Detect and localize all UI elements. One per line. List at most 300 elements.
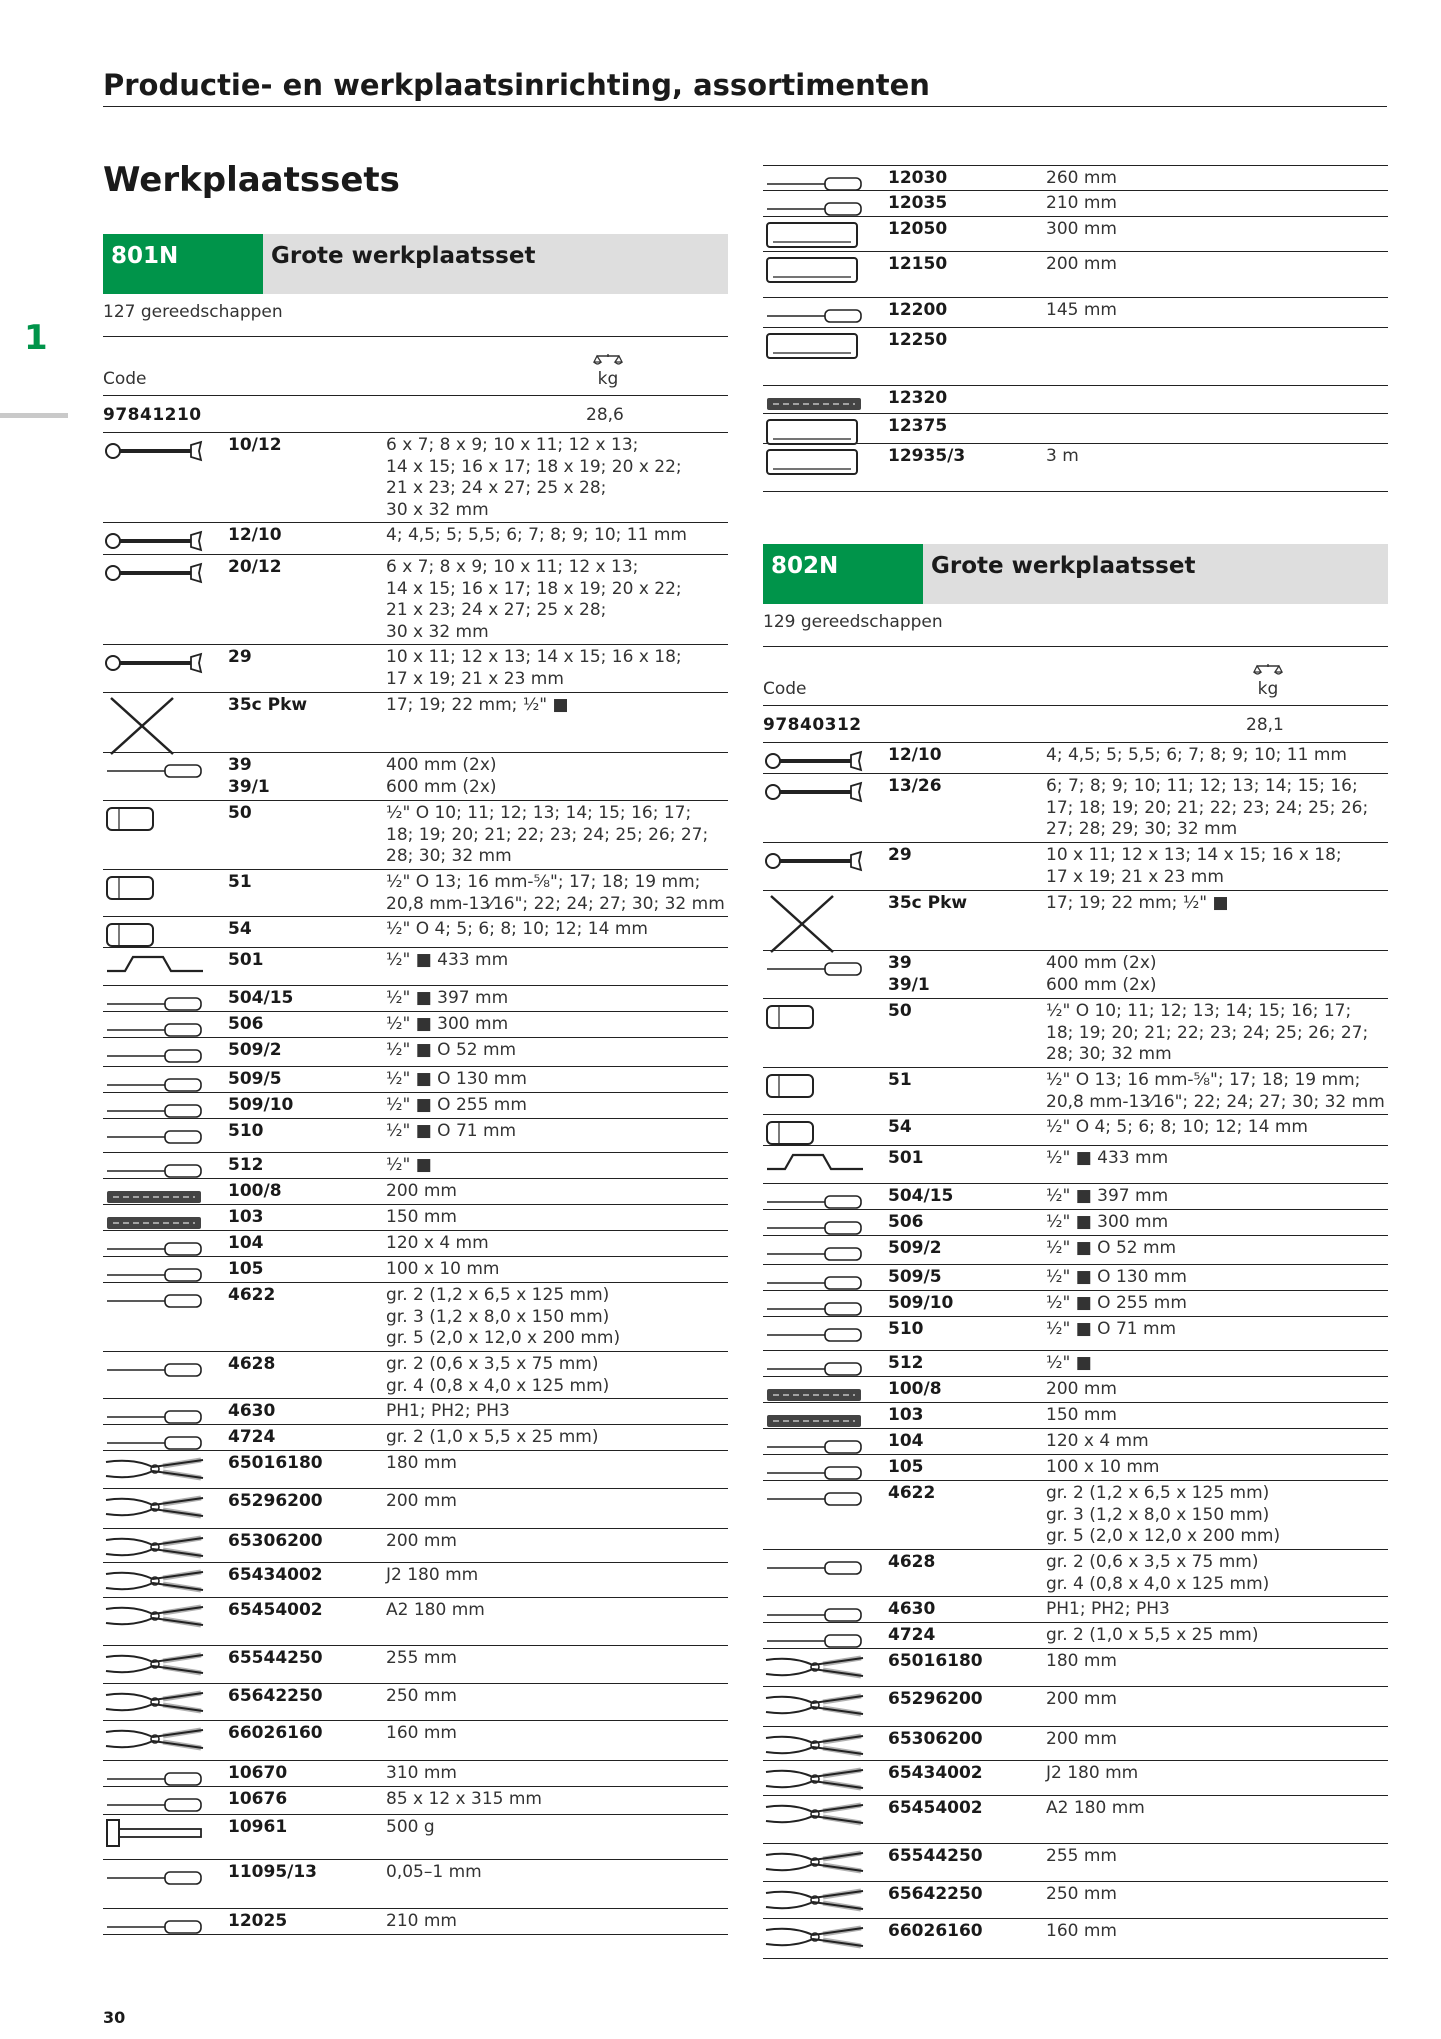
- tool-description: 4; 4,5; 5; 5,5; 6; 7; 8; 9; 10; 11 mm: [386, 525, 687, 545]
- article-number: 12200: [888, 300, 948, 320]
- combination-pliers-icon: [103, 1454, 208, 1484]
- puller-icon: [763, 255, 868, 285]
- tool-row: [763, 191, 1388, 217]
- tool-row: [763, 951, 1388, 999]
- tool-description: 400 mm (2x) 600 mm (2x): [386, 755, 497, 797]
- article-number: 65296200: [228, 1491, 323, 1511]
- tool-image: [763, 298, 888, 327]
- tool-image: [103, 1012, 228, 1037]
- oil-can-icon: [763, 331, 868, 361]
- tool-description: ½" ■ O 255 mm: [1046, 1293, 1187, 1313]
- article-number: 65544250: [888, 1846, 983, 1866]
- cross-wrench-icon: [763, 894, 868, 954]
- set-name: Grote werkplaatsset: [923, 544, 1388, 604]
- tool-count: 127 gereedschappen: [103, 294, 728, 337]
- article-number: 12250: [888, 330, 948, 350]
- tool-row: [103, 1489, 728, 1529]
- article-number: 4628: [888, 1552, 936, 1572]
- tool-count: 129 gereedschappen: [763, 604, 1388, 647]
- tool-image: [103, 1787, 228, 1814]
- article-number: 65544250: [228, 1648, 323, 1668]
- open-spanner-icon: [103, 526, 208, 556]
- tape-measure-icon: [763, 447, 868, 477]
- tool-row: [103, 1909, 728, 1935]
- article-number: 51: [888, 1070, 912, 1090]
- article-number: 35c Pkw: [888, 893, 968, 913]
- tool-row: [763, 1727, 1388, 1761]
- tool-row: [103, 433, 728, 523]
- tool-image: [763, 1919, 888, 1958]
- article-number: 29: [888, 845, 912, 865]
- tool-row: [763, 1455, 1388, 1481]
- tool-row: [763, 1882, 1388, 1919]
- bit-socket-icon: [103, 920, 208, 950]
- tool-image: [763, 1597, 888, 1622]
- tool-description: ½" O 4; 5; 6; 8; 10; 12; 14 mm: [1046, 1117, 1308, 1137]
- tool-image: [103, 1231, 228, 1256]
- locking-pliers-icon: [763, 1885, 868, 1915]
- tool-row: [103, 1012, 728, 1038]
- tool-description: 200 mm: [1046, 1379, 1117, 1399]
- article-number: 506: [228, 1014, 264, 1034]
- electrician-screwdriver-icon: [763, 1553, 868, 1583]
- tool-image: [763, 191, 888, 216]
- tool-description: ½" ■ 433 mm: [386, 950, 509, 970]
- tool-description: 310 mm: [386, 1763, 457, 1783]
- article-number: 510: [888, 1319, 924, 1339]
- set-article-row: [763, 706, 1388, 743]
- tool-image: [103, 1721, 228, 1760]
- tool-row: [103, 1425, 728, 1451]
- tool-description: 250 mm: [386, 1686, 457, 1706]
- tool-list-continued: [763, 165, 1388, 492]
- set-802n-column: [763, 544, 1388, 1959]
- ring-spanner-icon: [103, 558, 208, 588]
- article-number: 105: [888, 1457, 924, 1477]
- tool-description: 500 g: [386, 1817, 435, 1837]
- article-number: 12150: [888, 254, 948, 274]
- article-number: 54: [888, 1117, 912, 1137]
- article-number: 65434002: [228, 1565, 323, 1585]
- tool-description: ½" O 4; 5; 6; 8; 10; 12; 14 mm: [386, 919, 648, 939]
- tool-image: [103, 1684, 228, 1720]
- tool-image: [103, 1815, 228, 1859]
- article-number: 12/10: [888, 745, 942, 765]
- speed-brace-icon: [763, 1149, 868, 1179]
- tool-row: [103, 1283, 728, 1352]
- tool-description: ½" ■: [1046, 1353, 1092, 1373]
- tool-description: ½" O 13; 16 mm-⅝"; 17; 18; 19 mm; 20,8 mm-13⁄16"; 22; 24; 27; 30; 32 mm: [386, 872, 725, 914]
- chapter-number: 1: [24, 318, 48, 358]
- tool-description: 200 mm: [1046, 254, 1117, 274]
- tool-description: 180 mm: [1046, 1651, 1117, 1671]
- tool-description: 4; 4,5; 5; 5,5; 6; 7; 8; 9; 10; 11 mm: [1046, 745, 1347, 765]
- feeler-gauge-icon: [103, 1863, 208, 1893]
- tool-row: [103, 1598, 728, 1646]
- tool-row: [103, 1093, 728, 1119]
- article-number: 12030: [888, 168, 948, 188]
- hammer-icon: [103, 1818, 208, 1848]
- tool-image: [763, 1687, 888, 1726]
- article-number: 66026160: [888, 1921, 983, 1941]
- article-number: 509/2: [888, 1238, 942, 1258]
- tool-image: [103, 1352, 228, 1398]
- article-number: 12/10: [228, 525, 282, 545]
- chapter-marker: [0, 413, 68, 418]
- tool-description: ½" ■ O 130 mm: [1046, 1267, 1187, 1287]
- deep-socket-icon: [763, 1071, 868, 1101]
- tool-image: [103, 753, 228, 800]
- article-number: 12025: [228, 1911, 288, 1931]
- article-number: 504/15: [888, 1186, 954, 1206]
- article-number: 29: [228, 647, 252, 667]
- tyre-lever-icon: [103, 756, 208, 786]
- tool-description: gr. 2 (1,0 x 5,5 x 25 mm): [386, 1427, 599, 1447]
- article-number: 4724: [228, 1427, 276, 1447]
- tool-description: gr. 2 (1,2 x 6,5 x 125 mm) gr. 3 (1,2 x 8,0 x 150 mm) gr. 5 (2,0 x 12,0 x 200 mm): [386, 1285, 621, 1348]
- tool-image: [763, 1210, 888, 1235]
- tool-description: 180 mm: [386, 1453, 457, 1473]
- tool-description: ½" ■ O 255 mm: [386, 1095, 527, 1115]
- article-number: 12320: [888, 388, 948, 408]
- tool-row: [103, 1257, 728, 1283]
- tool-row: [103, 1231, 728, 1257]
- set-banner: [103, 234, 728, 294]
- tyre-lever-icon: [763, 954, 868, 984]
- article-number: 65016180: [888, 1651, 983, 1671]
- tool-row: [103, 1119, 728, 1153]
- tool-row: [103, 1352, 728, 1399]
- tool-row: [763, 1068, 1388, 1115]
- tool-description: ½" O 13; 16 mm-⅝"; 17; 18; 19 mm; 20,8 mm-13⁄16"; 22; 24; 27; 30; 32 mm: [1046, 1070, 1385, 1112]
- tool-row: [763, 891, 1388, 951]
- tool-row: [763, 1919, 1388, 1959]
- locking-pliers-icon: [103, 1687, 208, 1717]
- tin-snips-icon: [763, 301, 868, 331]
- article-number: 12935/3: [888, 446, 966, 466]
- bent-nose-pliers-icon: [103, 1532, 208, 1562]
- tool-image: [763, 1623, 888, 1648]
- tool-row: [103, 1529, 728, 1563]
- code-header: Code: [103, 369, 147, 389]
- double-ring-spanner-icon: [103, 648, 208, 678]
- article-number: 105: [228, 1259, 264, 1279]
- tool-description: [1046, 328, 1388, 385]
- article-number: 13/26: [888, 776, 942, 796]
- circlip-pliers-external-icon: [763, 1799, 868, 1829]
- article-number: 65642250: [888, 1884, 983, 1904]
- article-number: 510: [228, 1121, 264, 1141]
- tool-description: PH1; PH2; PH3: [1046, 1599, 1170, 1619]
- deep-socket-icon: [103, 873, 208, 903]
- circlip-pliers-internal-icon: [763, 1764, 868, 1794]
- tool-description: 100 x 10 mm: [386, 1259, 500, 1279]
- tool-image: [763, 1265, 888, 1290]
- tool-row: [763, 1687, 1388, 1727]
- tool-image: [763, 1796, 888, 1843]
- header-divider: [103, 106, 1387, 107]
- tool-description: gr. 2 (0,6 x 3,5 x 75 mm) gr. 4 (0,8 x 4,0 x 125 mm): [1046, 1552, 1270, 1594]
- tool-description: 17; 19; 22 mm; ½" ■: [1046, 893, 1229, 913]
- tool-row: [763, 1236, 1388, 1265]
- tool-description: A2 180 mm: [1046, 1798, 1145, 1818]
- article-number: 35c Pkw: [228, 695, 308, 715]
- tool-image: [763, 1068, 888, 1114]
- tool-row: [763, 1481, 1388, 1550]
- article-number: 10961: [228, 1817, 288, 1837]
- tool-row: [763, 1115, 1388, 1146]
- article-number: 12035: [888, 193, 948, 213]
- tool-description: 120 x 4 mm: [1046, 1431, 1149, 1451]
- set-article-number: 97840312: [763, 715, 862, 735]
- cross-wrench-icon: [103, 696, 208, 756]
- set-article-row: [103, 396, 728, 433]
- article-number: 65642250: [228, 1686, 323, 1706]
- tool-description: gr. 2 (1,0 x 5,5 x 25 mm): [1046, 1625, 1259, 1645]
- tool-description: ½" ■ O 71 mm: [1046, 1319, 1177, 1339]
- tool-description: 255 mm: [1046, 1846, 1117, 1866]
- long-nose-pliers-icon: [763, 1690, 868, 1720]
- tool-row: [763, 298, 1388, 328]
- tool-row: [763, 252, 1388, 298]
- tool-image: [103, 523, 228, 554]
- article-number: 39 39/1: [888, 953, 930, 995]
- tool-description: 6 x 7; 8 x 9; 10 x 11; 12 x 13; 14 x 15; 16 x 17; 18 x 19; 20 x 22; 21 x 23; 24 x 27; 25 x 28; 30 x 32 mm: [386, 435, 682, 520]
- article-number: 4724: [888, 1625, 936, 1645]
- tool-image: [103, 917, 228, 947]
- tool-description: 210 mm: [1046, 193, 1117, 213]
- tool-description: gr. 2 (1,2 x 6,5 x 125 mm) gr. 3 (1,2 x 8,0 x 150 mm) gr. 5 (2,0 x 12,0 x 200 mm): [1046, 1483, 1281, 1546]
- tool-row: [763, 1550, 1388, 1597]
- tool-description: 200 mm: [386, 1531, 457, 1551]
- tool-row: [103, 1684, 728, 1721]
- article-number: 50: [228, 803, 252, 823]
- article-number: 4630: [888, 1599, 936, 1619]
- universal-joint-icon: [763, 1320, 868, 1350]
- tool-description: 210 mm: [386, 1911, 457, 1931]
- article-number: 65434002: [888, 1763, 983, 1783]
- article-number: 509/5: [228, 1069, 282, 1089]
- article-number: 100/8: [228, 1181, 282, 1201]
- article-number: 504/15: [228, 988, 294, 1008]
- tool-image: [763, 414, 888, 443]
- tool-description: 200 mm: [1046, 1689, 1117, 1709]
- tool-row: [103, 986, 728, 1012]
- tool-image: [763, 444, 888, 491]
- article-number: 10670: [228, 1763, 288, 1783]
- tool-description: 145 mm: [1046, 300, 1117, 320]
- tool-description: ½" ■ 300 mm: [1046, 1212, 1169, 1232]
- tool-row: [763, 999, 1388, 1068]
- tool-image: [103, 986, 228, 1011]
- tool-row: [103, 753, 728, 801]
- article-number: 20/12: [228, 557, 282, 577]
- tool-image: [763, 1291, 888, 1316]
- article-number: 104: [888, 1431, 924, 1451]
- set-banner: [763, 544, 1388, 604]
- tool-row: [763, 165, 1388, 191]
- electrician-screwdriver-icon: [103, 1355, 208, 1385]
- code-header-row: [763, 647, 1388, 706]
- set-code: 801N: [103, 234, 263, 294]
- set-801n-continued: [763, 165, 1388, 492]
- water-pump-pliers-icon: [763, 1847, 868, 1877]
- tool-image: [763, 1184, 888, 1209]
- tool-image: [103, 1093, 228, 1118]
- tool-description: 160 mm: [1046, 1921, 1117, 1941]
- tool-image: [103, 1153, 228, 1178]
- article-number: 65306200: [228, 1531, 323, 1551]
- tool-description: ½" O 10; 11; 12; 13; 14; 15; 16; 17; 18; 19; 20; 21; 22; 23; 24; 25; 26; 27; 28; 30; 32 mm: [1046, 1001, 1369, 1064]
- tool-description: 400 mm (2x) 600 mm (2x): [1046, 953, 1157, 995]
- tool-image: [103, 1257, 228, 1282]
- tool-image: [103, 1761, 228, 1786]
- tool-description: 150 mm: [1046, 1405, 1117, 1425]
- tool-image: [103, 1038, 228, 1066]
- tool-description: ½" ■ O 130 mm: [386, 1069, 527, 1089]
- code-header-row: [103, 337, 728, 396]
- tool-image: [103, 1283, 228, 1351]
- article-number: 506: [888, 1212, 924, 1232]
- tool-row: [763, 1649, 1388, 1687]
- tool-row: [103, 1067, 728, 1093]
- article-number: 501: [228, 950, 264, 970]
- tool-description: ½" ■ 397 mm: [386, 988, 509, 1008]
- bit-socket-icon: [763, 1118, 868, 1148]
- combination-pliers-icon: [763, 1652, 868, 1682]
- tool-description: ½" ■ 300 mm: [386, 1014, 509, 1034]
- tool-row: [763, 1351, 1388, 1377]
- tool-row: [103, 1205, 728, 1231]
- tool-row: [103, 1721, 728, 1761]
- tool-image: [763, 843, 888, 890]
- tool-row: [763, 444, 1388, 492]
- tool-description: 0,05–1 mm: [386, 1862, 482, 1882]
- tool-row: [103, 1815, 728, 1860]
- tool-image: [763, 1882, 888, 1918]
- double-ring-spanner-icon: [763, 846, 868, 876]
- page-header-title: Productie- en werkplaatsinrichting, assortimenten: [103, 68, 930, 102]
- tool-row: [763, 1291, 1388, 1317]
- tool-description: 3 m: [1046, 446, 1079, 466]
- tool-row: [763, 1429, 1388, 1455]
- tool-image: [763, 386, 888, 413]
- tool-row: [103, 948, 728, 986]
- circlip-pliers-internal-icon: [103, 1566, 208, 1596]
- tool-row: [763, 1403, 1388, 1429]
- set-weight: 28,1: [1246, 715, 1284, 735]
- water-pump-pliers-icon: [103, 1649, 208, 1679]
- weight-header: [593, 353, 623, 389]
- article-number: 65306200: [888, 1729, 983, 1749]
- tool-image: [763, 1146, 888, 1183]
- combination-spanner-icon: [103, 436, 208, 466]
- tool-description: 10 x 11; 12 x 13; 14 x 15; 16 x 18; 17 x 19; 21 x 23 mm: [386, 647, 682, 689]
- tool-row: [103, 645, 728, 693]
- tool-row: [103, 1153, 728, 1179]
- tool-row: [763, 328, 1388, 386]
- tool-image: [763, 1351, 888, 1376]
- tool-image: [763, 891, 888, 950]
- tool-image: [763, 774, 888, 842]
- tool-description: ½" ■ O 52 mm: [1046, 1238, 1177, 1258]
- tool-description: A2 180 mm: [386, 1600, 485, 1620]
- tool-row: [763, 217, 1388, 252]
- tool-row: [103, 1787, 728, 1815]
- combination-spanner-icon: [763, 777, 868, 807]
- tool-description: 255 mm: [386, 1648, 457, 1668]
- set-code: 802N: [763, 544, 923, 604]
- article-number: 10/12: [228, 435, 282, 455]
- tool-row: [763, 1761, 1388, 1796]
- universal-joint-icon: [103, 1122, 208, 1152]
- tool-row: [763, 1265, 1388, 1291]
- tool-row: [103, 801, 728, 870]
- tool-description: 100 x 10 mm: [1046, 1457, 1160, 1477]
- tool-image: [103, 645, 228, 692]
- flat-screwdriver-icon: [103, 1286, 208, 1316]
- hacksaw-icon: [763, 220, 868, 250]
- scale-icon: [593, 353, 623, 367]
- tool-description: 10 x 11; 12 x 13; 14 x 15; 16 x 18; 17 x 19; 21 x 23 mm: [1046, 845, 1342, 887]
- tool-image: [763, 951, 888, 998]
- socket-icon: [103, 804, 208, 834]
- article-number: 12050: [888, 219, 948, 239]
- tool-list: [763, 743, 1388, 1959]
- tool-row: [763, 774, 1388, 843]
- tool-image: [103, 1860, 228, 1908]
- speed-brace-icon: [103, 951, 208, 981]
- tool-description: J2 180 mm: [1046, 1763, 1139, 1783]
- bent-nose-pliers-icon: [763, 1730, 868, 1760]
- article-number: 4630: [228, 1401, 276, 1421]
- tool-description: ½" ■ 433 mm: [1046, 1148, 1169, 1168]
- tool-row: [103, 523, 728, 555]
- tool-image: [763, 1236, 888, 1264]
- article-number: 509/10: [888, 1293, 954, 1313]
- code-header: Code: [763, 679, 807, 699]
- article-number: 100/8: [888, 1379, 942, 1399]
- tool-row: [103, 1761, 728, 1787]
- tool-row: [763, 1844, 1388, 1882]
- tool-description: PH1; PH2; PH3: [386, 1401, 510, 1421]
- tool-image: [763, 1727, 888, 1760]
- article-number: 51: [228, 872, 252, 892]
- article-number: 50: [888, 1001, 912, 1021]
- tool-description: J2 180 mm: [386, 1565, 479, 1585]
- tool-image: [763, 1455, 888, 1480]
- hacksaw-blade-icon: [763, 417, 868, 447]
- long-nose-pliers-icon: [103, 1492, 208, 1522]
- tool-row: [763, 1184, 1388, 1210]
- tool-image: [103, 1399, 228, 1424]
- tool-image: [763, 166, 888, 190]
- tool-image: [103, 1067, 228, 1092]
- tool-row: [103, 870, 728, 917]
- tool-description: [1046, 386, 1388, 413]
- tool-image: [763, 1550, 888, 1596]
- tool-image: [763, 1649, 888, 1686]
- article-number: 512: [888, 1353, 924, 1373]
- article-number: 4622: [888, 1483, 936, 1503]
- article-number: 103: [888, 1405, 924, 1425]
- tool-image: [103, 1563, 228, 1597]
- tool-row: [103, 1451, 728, 1489]
- tool-description: gr. 2 (0,6 x 3,5 x 75 mm) gr. 4 (0,8 x 4,0 x 125 mm): [386, 1354, 610, 1396]
- tool-image: [103, 1529, 228, 1562]
- tool-row: [103, 555, 728, 645]
- article-number: 65296200: [888, 1689, 983, 1709]
